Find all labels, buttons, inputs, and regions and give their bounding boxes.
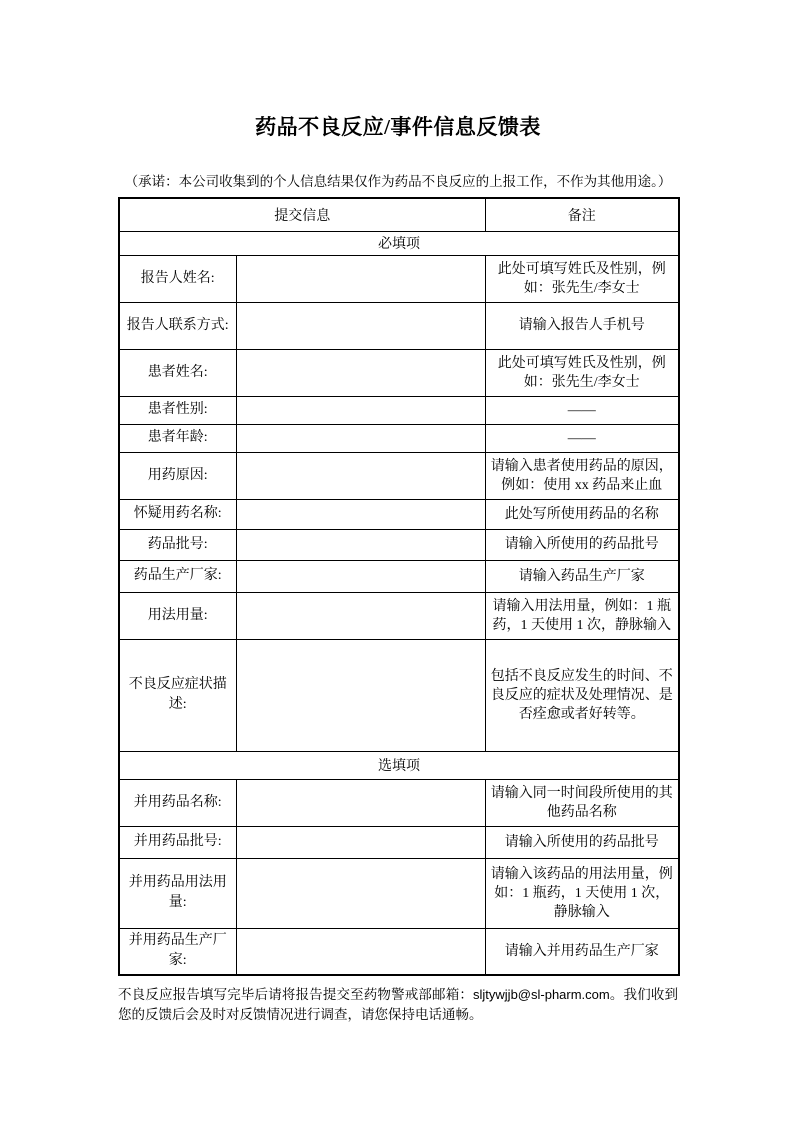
field-remark-reporter-contact: 请输入报告人手机号 <box>485 302 679 349</box>
page-title: 药品不良反应/事件信息反馈表 <box>255 115 541 139</box>
medication-reason-input-cell[interactable] <box>236 452 485 499</box>
field-label-patient-gender: 患者性别: <box>119 396 236 424</box>
field-label-concomitant-drug-dosage: 并用药品用法用量: <box>119 858 236 928</box>
concomitant-drug-manufacturer-input-cell[interactable] <box>236 928 485 975</box>
table-row <box>119 928 679 975</box>
field-remark-drug-manufacturer: 请输入药品生产厂家 <box>485 560 679 592</box>
adverse-reaction-description-input-cell[interactable] <box>236 639 485 751</box>
table-row <box>119 302 679 349</box>
drug-manufacturer-input-cell[interactable] <box>236 560 485 592</box>
field-remark-dosage-usage: 请输入用法用量，例如：1 瓶药，1 天使用 1 次，静脉输入 <box>485 592 679 639</box>
field-label-drug-manufacturer: 药品生产厂家: <box>119 560 236 592</box>
table-row <box>119 396 679 424</box>
table-row <box>119 255 679 302</box>
field-label-medication-reason: 用药原因: <box>119 452 236 499</box>
field-remark-concomitant-drug-name: 请输入同一时间段所使用的其他药品名称 <box>485 779 679 826</box>
table-row <box>119 858 679 928</box>
table-row <box>119 424 679 452</box>
section-row-required <box>119 231 679 255</box>
patient-age-input-cell[interactable] <box>236 424 485 452</box>
concomitant-drug-name-input-cell[interactable] <box>236 779 485 826</box>
field-remark-patient-name: 此处可填写姓氏及性别，例如：张先生/李女士 <box>485 349 679 396</box>
field-remark-concomitant-drug-manufacturer: 请输入并用药品生产厂家 <box>485 928 679 975</box>
field-label-suspected-drug-name: 怀疑用药名称: <box>119 499 236 529</box>
table-row <box>119 499 679 529</box>
submission-instructions <box>118 985 678 1025</box>
field-remark-concomitant-drug-dosage: 请输入该药品的用法用量，例如：1 瓶药，1 天使用 1 次，静脉输入 <box>485 858 679 928</box>
patient-name-input-cell[interactable] <box>236 349 485 396</box>
table-row <box>119 826 679 858</box>
table-row <box>119 452 679 499</box>
reporter-contact-input-cell[interactable] <box>236 302 485 349</box>
field-remark-suspected-drug-name: 此处写所使用药品的名称 <box>485 499 679 529</box>
privacy-note: （承诺：本公司收集到的个人信息结果仅作为药品不良反应的上报工作，不作为其他用途。） <box>124 174 672 189</box>
field-label-patient-age: 患者年龄: <box>119 424 236 452</box>
feedback-form-table <box>118 197 680 976</box>
patient-gender-input-cell[interactable] <box>236 396 485 424</box>
field-label-reporter-name: 报告人姓名: <box>119 255 236 302</box>
submission-instructions-before-email: 不良反应报告填写完毕后请将报告提交至药物警戒部邮箱： <box>118 987 474 1002</box>
table-row <box>119 592 679 639</box>
suspected-drug-name-input-cell[interactable] <box>236 499 485 529</box>
field-remark-patient-gender: —— <box>485 396 679 424</box>
section-title-optional: 选填项 <box>119 751 679 779</box>
section-row-optional <box>119 751 679 779</box>
table-row <box>119 639 679 751</box>
section-title-required: 必填项 <box>119 231 679 255</box>
field-remark-drug-batch-number: 请输入所使用的药品批号 <box>485 529 679 560</box>
table-row <box>119 560 679 592</box>
field-remark-adverse-reaction-description: 包括不良反应发生的时间、不良反应的症状及处理情况、是否痊愈或者好转等。 <box>485 639 679 751</box>
field-label-adverse-reaction-description: 不良反应症状描述: <box>119 639 236 751</box>
field-remark-concomitant-drug-batch-number: 请输入所使用的药品批号 <box>485 826 679 858</box>
table-row <box>119 529 679 560</box>
field-remark-medication-reason: 请输入患者使用药品的原因，例如：使用 xx 药品来止血 <box>485 452 679 499</box>
column-header-submit-info: 提交信息 <box>119 198 485 231</box>
pharmacovigilance-email: sljtywjjb@sl-pharm.com <box>473 987 610 1002</box>
dosage-usage-input-cell[interactable] <box>236 592 485 639</box>
field-label-concomitant-drug-manufacturer: 并用药品生产厂家: <box>119 928 236 975</box>
field-label-drug-batch-number: 药品批号: <box>119 529 236 560</box>
field-remark-patient-age: —— <box>485 424 679 452</box>
field-label-concomitant-drug-batch-number: 并用药品批号: <box>119 826 236 858</box>
table-row <box>119 349 679 396</box>
column-header-remark: 备注 <box>485 198 679 231</box>
concomitant-drug-batch-number-input-cell[interactable] <box>236 826 485 858</box>
field-label-concomitant-drug-name: 并用药品名称: <box>119 779 236 826</box>
field-remark-reporter-name: 此处可填写姓氏及性别，例如：张先生/李女士 <box>485 255 679 302</box>
reporter-name-input-cell[interactable] <box>236 255 485 302</box>
table-header-row <box>119 198 679 231</box>
field-label-reporter-contact: 报告人联系方式: <box>119 302 236 349</box>
concomitant-drug-dosage-input-cell[interactable] <box>236 858 485 928</box>
table-row <box>119 779 679 826</box>
document-page <box>118 0 678 1025</box>
submission-instructions-after-email: 。我们收到您的反馈后会及时对反馈情况进行调查，请您保持电话通畅。 <box>118 987 679 1022</box>
drug-batch-number-input-cell[interactable] <box>236 529 485 560</box>
field-label-dosage-usage: 用法用量: <box>119 592 236 639</box>
field-label-patient-name: 患者姓名: <box>119 349 236 396</box>
